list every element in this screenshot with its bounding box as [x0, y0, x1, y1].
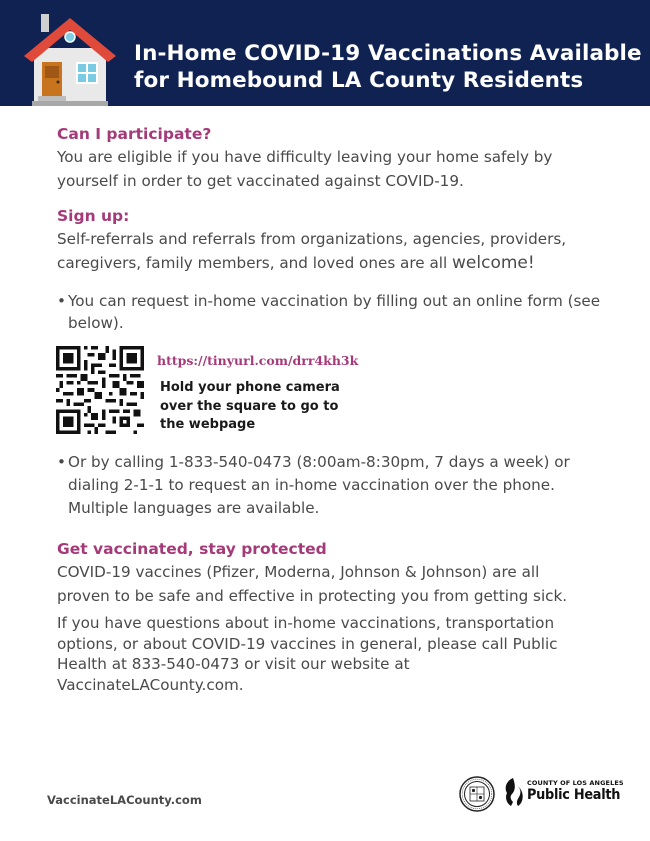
questions-text: If you have questions about in-home vaccinations, transportation options, or about COVID-19 vaccines in general, please call Public Health at 833-540-0473 or visit our website at VaccinateLACounty.com.: [57, 614, 558, 694]
qr-instructions: Hold your phone camera over the square to go to the webpage: [160, 380, 340, 432]
heading-signup: Sign up:: [57, 207, 130, 225]
public-health-logo-icon: [502, 777, 524, 807]
protected-text: COVID-19 vaccines (Pfizer, Moderna, Johnson & Johnson) are all proven to be safe and effective in protecting you from getting sick.: [57, 563, 568, 605]
org-county-label: COUNTY OF LOS ANGELES: [527, 779, 624, 787]
participate-text: You are eligible if you have difficulty leaving your home safely by yourself in order to get vaccinated against COVID-19.: [57, 148, 553, 190]
qr-code-icon[interactable]: [56, 346, 144, 434]
page-title: In-Home COVID-19 Vaccinations Available for Homebound LA County Residents: [134, 41, 642, 93]
county-seal-icon: [459, 776, 495, 812]
org-public-health-label: Public Health: [527, 787, 621, 803]
header-banner: [0, 0, 650, 106]
heading-participate: Can I participate?: [57, 125, 212, 143]
house-icon: [22, 10, 118, 106]
heading-protected: Get vaccinated, stay protected: [57, 540, 327, 558]
form-url-link[interactable]: https://tinyurl.com/drr4kh3k: [157, 353, 359, 368]
footer-website-link[interactable]: VaccinateLACounty.com: [47, 793, 202, 807]
signup-text: Self-referrals and referrals from organizations, agencies, providers, caregivers, family members, and loved ones are all welcome!: [57, 230, 567, 273]
welcome-word: welcome!: [452, 253, 535, 273]
